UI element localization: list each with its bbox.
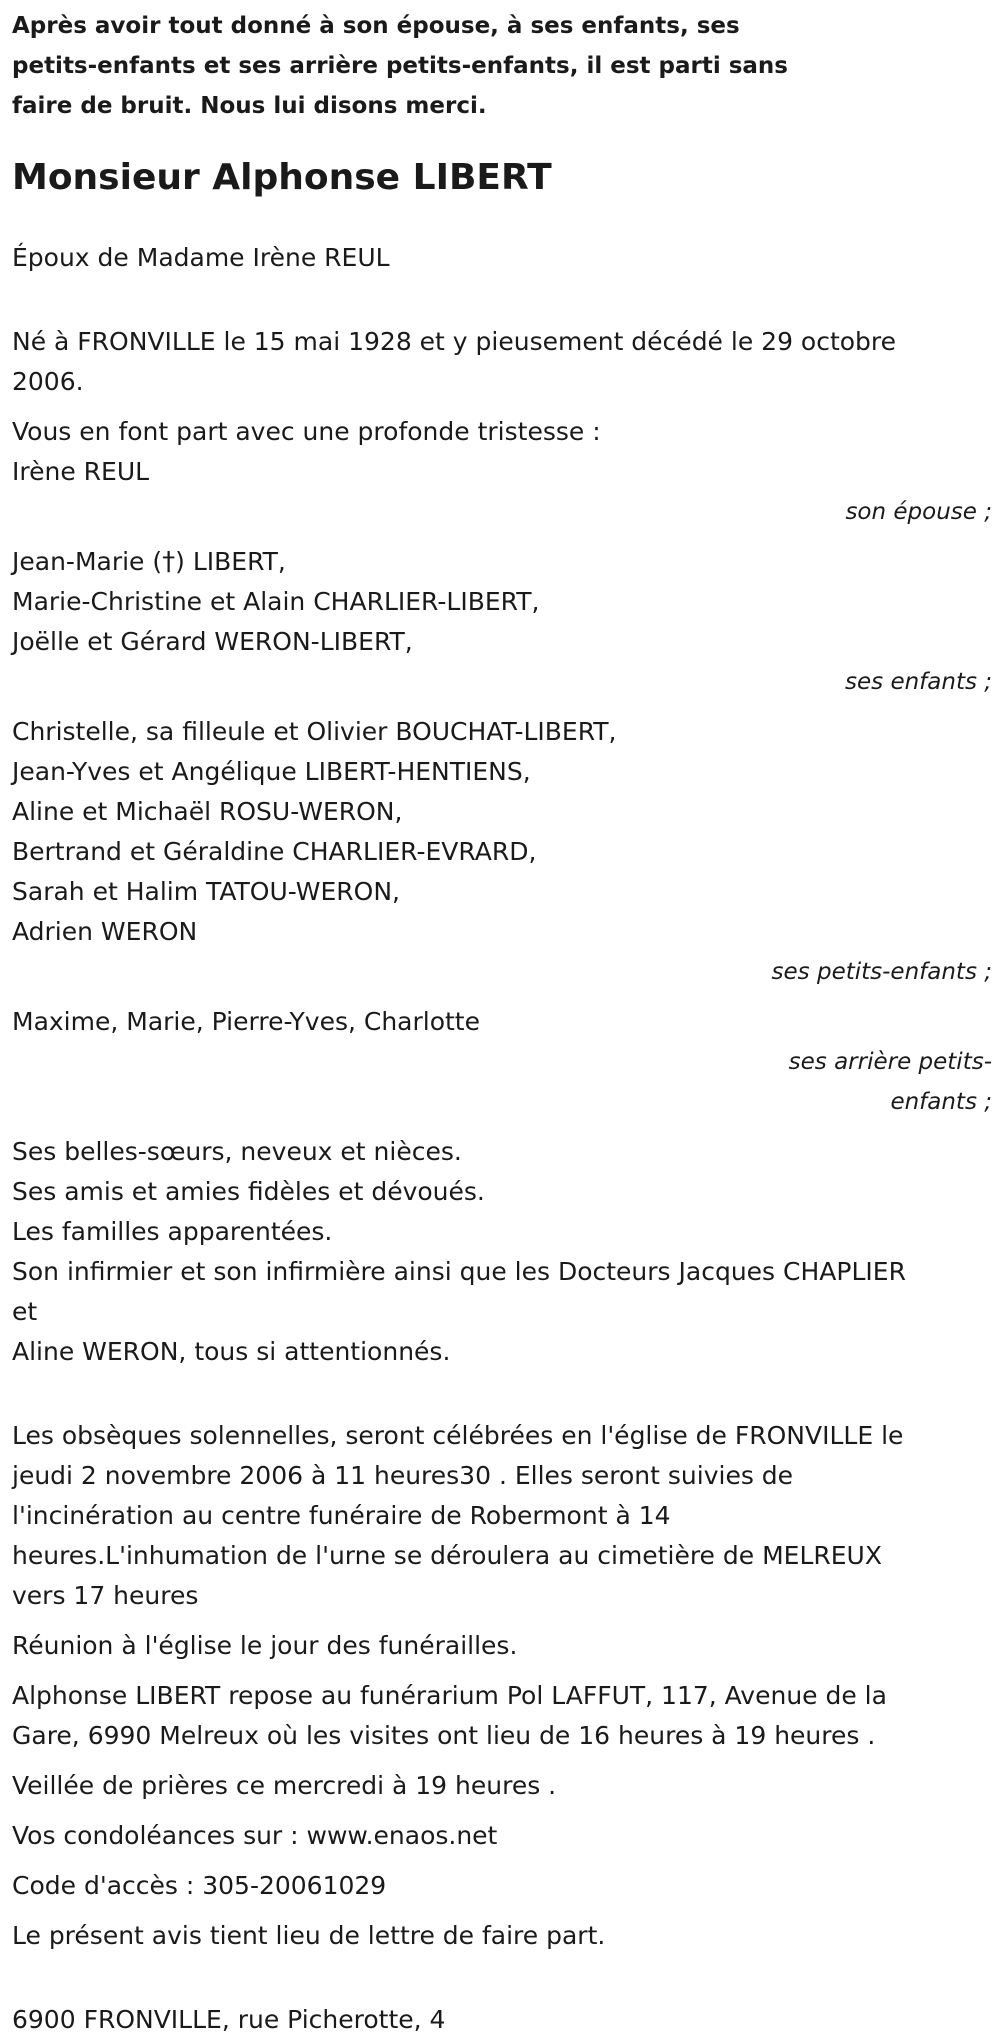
- others-line: Les familles apparentées.: [12, 1217, 333, 1246]
- cross-icon: †: [162, 547, 176, 577]
- funeral-line: jeudi 2 novembre 2006 à 11 heures30 . Elles seront suivies de: [12, 1461, 794, 1490]
- family-name: Joëlle et Gérard WERON-LIBERT,: [12, 627, 413, 656]
- family-name: Marie-Christine et Alain CHARLIER-LIBERT,: [12, 587, 540, 616]
- funeral-line: heures.L'inhumation de l'urne se déroulera au cimetière de MELREUX: [12, 1541, 882, 1570]
- family-epouse: [12, 452, 992, 532]
- family-name: Irène REUL: [12, 457, 150, 486]
- family-name: Jean-Yves et Angélique LIBERT-HENTIENS,: [12, 757, 531, 786]
- family-enfants: [12, 542, 992, 702]
- reunion-text: Réunion à l'église le jour des funérailles.: [12, 1631, 518, 1660]
- deceased-name: Monsieur Alphonse LIBERT: [12, 157, 552, 198]
- access-code-text: Code d'accès : 305-20061029: [12, 1871, 387, 1900]
- funeral-line: Les obsèques solennelles, seront célébrées en l'église de FRONVILLE le: [12, 1421, 904, 1450]
- name-suffix: ) LIBERT,: [175, 547, 286, 576]
- others-line: Son infirmier et son infirmière ainsi que les Docteurs Jacques CHAPLIER: [12, 1257, 906, 1286]
- birth-death-line: 2006.: [12, 367, 84, 396]
- family-name: Aline et Michaël ROSU-WERON,: [12, 797, 403, 826]
- funeral-line: l'incinération au centre funéraire de Robermont à 14: [12, 1501, 671, 1530]
- family-petits-enfants: [12, 712, 992, 992]
- announce-text: Vous en font part avec une profonde tristesse :: [12, 417, 601, 446]
- birth-death-line: Né à FRONVILLE le 15 mai 1928 et y pieusement décédé le 29 octobre: [12, 327, 897, 356]
- family-name: Sarah et Halim TATOU-WERON,: [12, 877, 400, 906]
- others-line: Aline WERON, tous si attentionnés.: [12, 1337, 451, 1366]
- family-arriere-petits-enfants: [12, 1002, 992, 1122]
- funeral-text: [12, 1416, 992, 1616]
- relation-label-line: ses arrière petits-: [788, 1049, 992, 1075]
- relation-label: ses enfants ;: [845, 669, 992, 695]
- obituary-content: [12, 6, 992, 2040]
- veillee-text: Veillée de prières ce mercredi à 19 heures .: [12, 1771, 557, 1800]
- name-prefix: Jean-Marie (: [12, 547, 163, 576]
- family-name: Bertrand et Géraldine CHARLIER-EVRARD,: [12, 837, 537, 866]
- repose-text: [12, 1676, 992, 1756]
- repose-line: Alphonse LIBERT repose au funérarium Pol LAFFUT, 117, Avenue de la: [12, 1681, 887, 1710]
- family-name: [12, 542, 992, 582]
- relation-label: ses petits-enfants ;: [771, 959, 992, 985]
- family-name: Adrien WERON: [12, 917, 198, 946]
- intro-line: petits-enfants et ses arrière petits-enfants, il est parti sans: [12, 53, 788, 79]
- others-line: et: [12, 1297, 38, 1326]
- family-name: Maxime, Marie, Pierre-Yves, Charlotte: [12, 1007, 480, 1036]
- funeral-line: vers 17 heures: [12, 1581, 199, 1610]
- others-text: [12, 1132, 992, 1372]
- spouse-line: Époux de Madame Irène REUL: [12, 243, 390, 272]
- intro-line: faire de bruit. Nous lui disons merci.: [12, 93, 487, 119]
- relation-label: [12, 1042, 992, 1122]
- condoleances-text: Vos condoléances sur : www.enaos.net: [12, 1821, 498, 1850]
- address-text: 6900 FRONVILLE, rue Picherotte, 4: [12, 2005, 446, 2034]
- intro-text: [12, 6, 892, 126]
- repose-line: Gare, 6990 Melreux où les visites ont lieu de 16 heures à 19 heures .: [12, 1721, 876, 1750]
- relation-label-line: enfants ;: [890, 1089, 992, 1115]
- family-name: Christelle, sa filleule et Olivier BOUCHAT-LIBERT,: [12, 717, 617, 746]
- others-line: Ses amis et amies fidèles et dévoués.: [12, 1177, 485, 1206]
- birth-death-text: [12, 322, 992, 402]
- avis-text: Le présent avis tient lieu de lettre de faire part.: [12, 1921, 606, 1950]
- intro-line: Après avoir tout donné à son épouse, à ses enfants, ses: [12, 13, 740, 39]
- relation-label: son épouse ;: [845, 499, 992, 525]
- others-line: Ses belles-sœurs, neveux et nièces.: [12, 1137, 462, 1166]
